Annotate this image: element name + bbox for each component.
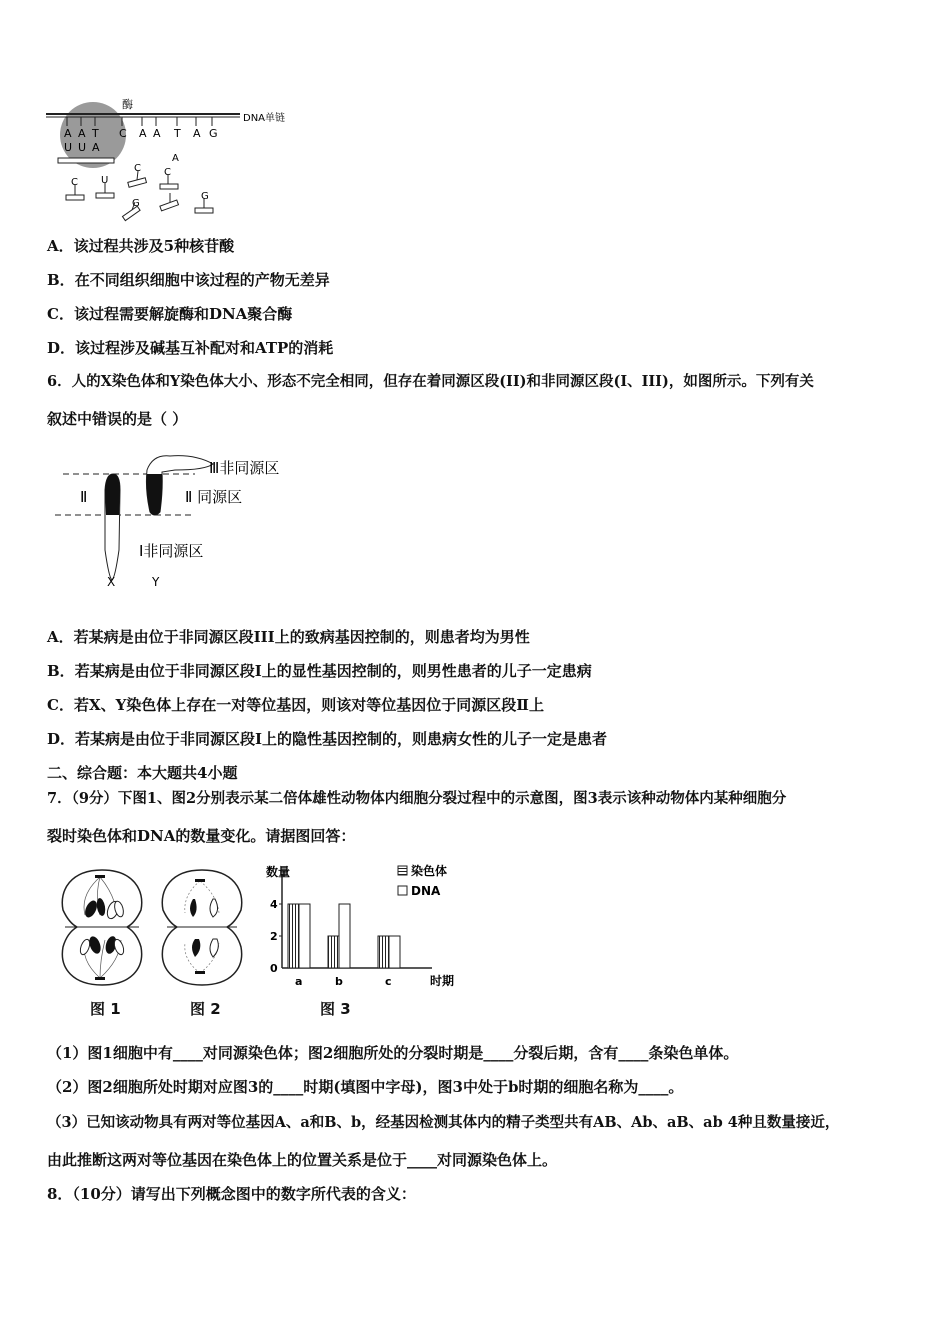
cell-figure-1 (55, 865, 150, 990)
xy-chromosome-figure (55, 450, 315, 595)
q7-sub1: （1）图1细胞中有____对同源染色体；图2细胞所处的分裂时期是____分裂后期，含有____条染色单体。 (47, 1044, 739, 1062)
y-axis-label: 数量 (266, 865, 291, 879)
enzyme-label: 酶 (122, 98, 133, 111)
section-2-title: 二、综合题：本大题共4小题 (47, 764, 238, 782)
q6-option-a: A．若某病是由位于非同源区段III上的致病基因控制的，则患者均为男性 (47, 628, 530, 646)
bar-chart-figure-3 (258, 858, 468, 993)
x-tick-label-c: c (385, 975, 392, 988)
fig3-caption: 图 3 (320, 1000, 351, 1018)
q5-option-a: A．该过程共涉及5种核苷酸 (47, 237, 235, 255)
label-x: X (107, 575, 116, 589)
q7-sub3-line1: （3）已知该动物具有两对等位基因A、a和B、b，经基因检测其体内的精子类型共有AB、Ab、aB、ab 4种且数量接近， (47, 1114, 840, 1131)
q6-option-d: D．若某病是由位于非同源区段I上的隐性基因控制的，则患病女性的儿子一定是患者 (47, 730, 608, 748)
transcription-figure (40, 95, 310, 225)
free-nucleotides (66, 171, 213, 221)
fig1-caption: 图 1 (90, 1000, 121, 1018)
legend-swatch-chromosome (398, 866, 407, 875)
nuc-3: G (132, 198, 140, 209)
legend-label-chromosome: 染色体 (411, 864, 448, 878)
base-8: A (193, 127, 201, 140)
y-tick-label: 2 (270, 930, 278, 943)
dna-strand-label: DNA单链 (243, 113, 286, 124)
nuc-2: U (101, 175, 109, 186)
y-tick-label: 4 (270, 898, 278, 911)
q8-stem: 8．（10分）请写出下列概念图中的数字所代表的含义： (47, 1185, 416, 1203)
bar-a-dna (299, 904, 310, 968)
base-1: A (64, 127, 72, 140)
rna-paired-bases (64, 141, 100, 154)
base-3: T (92, 127, 99, 140)
x-axis-label: 时期 (430, 974, 455, 988)
q6-option-b: B．若某病是由位于非同源区段Ⅰ上的显性基因控制的，则男性患者的儿子一定患病 (47, 662, 592, 680)
fig2-caption: 图 2 (190, 1000, 221, 1018)
q5-option-b: B．在不同组织细胞中该过程的产物无差异 (47, 271, 330, 289)
rna-base-1: U (64, 141, 73, 154)
bar-a-chromosome (288, 904, 299, 968)
rna-base-3: A (92, 141, 100, 154)
label-ii-right: Ⅱ 同源区 (185, 488, 243, 506)
bar-b-dna (339, 904, 350, 968)
bar-c-dna (389, 936, 400, 968)
bar-c-chromosome (378, 936, 389, 968)
legend-swatch-dna (398, 886, 407, 895)
nuc-6: C (164, 167, 171, 178)
x-tick-label-b: b (335, 975, 343, 988)
nuc-5: A (172, 153, 179, 164)
q6-stem-line1: 6．人的X染色体和Y染色体大小、形态不完全相同，但存在着同源区段(II)和非同源区段(I、III)，如图所示。下列有关 (47, 373, 814, 390)
base-6: A (153, 127, 161, 140)
cell-figure-2 (155, 865, 250, 990)
rna-base-2: U (78, 141, 87, 154)
nuc-4: C (134, 163, 141, 174)
base-2: A (78, 127, 86, 140)
label-y: Y (152, 575, 160, 589)
base-7: T (174, 127, 181, 140)
nuc-1: C (71, 177, 78, 188)
bar-b-chromosome (328, 936, 339, 968)
q7-stem-line2: 裂时染色体和DNA的数量变化。请据图回答： (47, 827, 356, 845)
rna-strand (58, 158, 114, 163)
q7-sub2: （2）图2细胞所处时期对应图3的____时期(填图中字母)，图3中处于b时期的细胞名称为____。 (47, 1078, 684, 1096)
label-i: Ⅰ非同源区 (139, 542, 204, 560)
base-5: A (139, 127, 147, 140)
nuc-7: G (201, 191, 209, 202)
q6-option-c: C．若X、Y染色体上存在一对等位基因，则该对等位基因位于同源区段Ⅱ上 (47, 696, 544, 714)
x-tick-label-a: a (295, 975, 303, 988)
q5-option-c: C．该过程需要解旋酶和DNA聚合酶 (47, 305, 293, 323)
base-4: C (119, 127, 127, 140)
q7-stem-line1: 7．（9分）下图1、图2分别表示某二倍体雄性动物体内细胞分裂过程中的示意图，图3表示该种动物体内某种细胞分 (47, 790, 787, 807)
base-9: G (209, 127, 218, 140)
q6-stem-line2: 叙述中错误的是（ ） (47, 410, 188, 428)
legend-label-dna: DNA (411, 884, 441, 898)
q7-sub3-line2: 由此推断这两对等位基因在染色体上的位置关系是位于____对同源染色体上。 (47, 1151, 558, 1169)
label-iii: Ⅲ非同源区 (209, 459, 280, 477)
q5-option-d: D．该过程涉及碱基互补配对和ATP的消耗 (47, 339, 334, 357)
label-ii-left: Ⅱ (80, 488, 88, 506)
y-tick-label: 0 (270, 962, 278, 975)
